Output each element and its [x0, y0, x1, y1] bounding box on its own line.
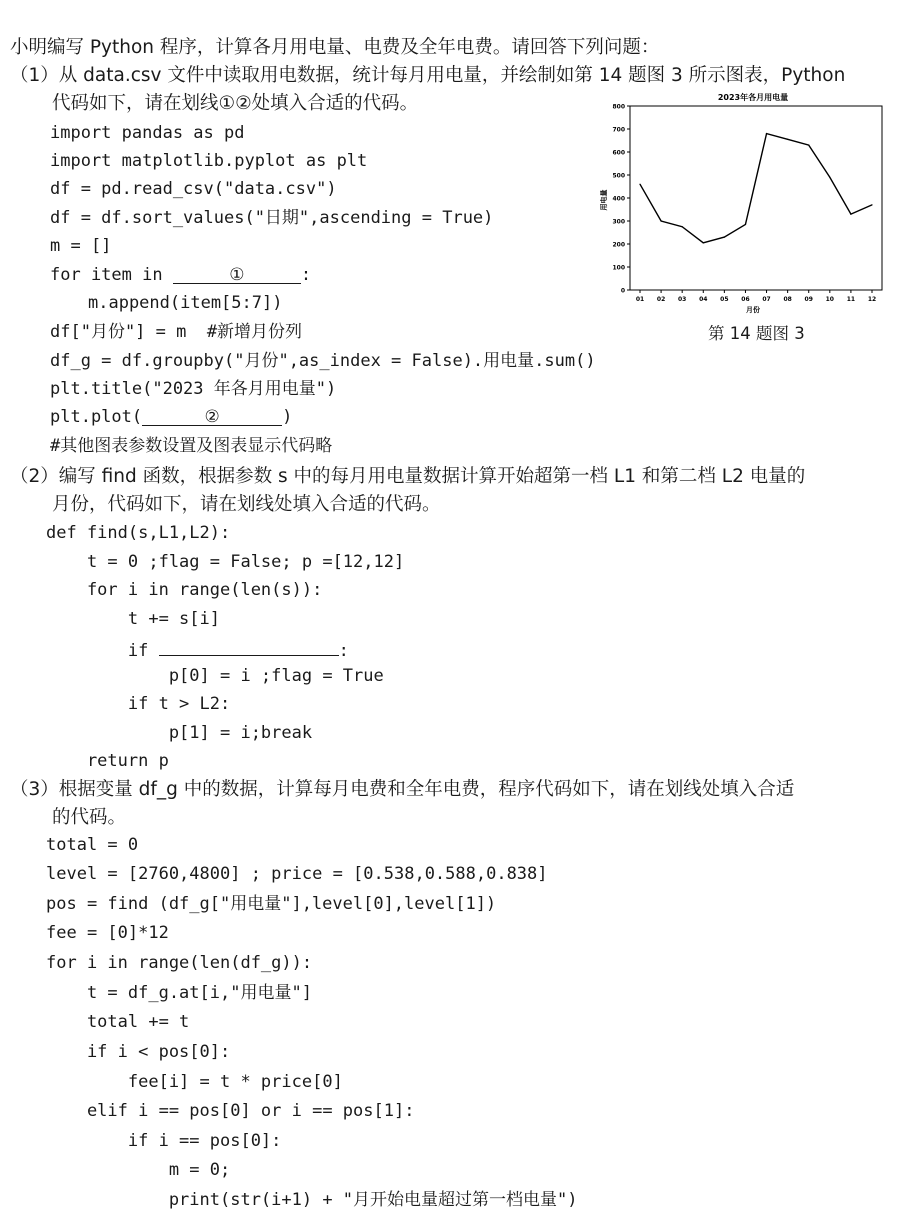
x-tick-label: 08	[783, 296, 792, 303]
if-condition-line	[46, 635, 349, 663]
plot-area-frame	[630, 106, 882, 290]
code-line: t = 0 ;flag = False; p =[12,12]	[46, 552, 405, 572]
q3-prompt-line2: 的代码。	[52, 807, 127, 828]
code-line: pos = find (df_g["用电量"],level[0],level[1])	[46, 894, 497, 914]
y-tick-label: 700	[612, 126, 625, 134]
data-point	[787, 139, 788, 140]
code-line: t += s[i]	[46, 609, 220, 629]
code-line: m = 0;	[46, 1160, 231, 1180]
plot-line	[50, 405, 292, 429]
plot-suffix: )	[282, 407, 293, 427]
y-tick-label: 400	[612, 195, 625, 203]
code-line: p[1] = i;break	[46, 723, 313, 743]
data-point	[871, 204, 872, 205]
code-line: p[0] = i ;flag = True	[46, 666, 384, 686]
q2-prompt-line1: （2）编写 find 函数，根据参数 s 中的每月用电量数据计算开始超第一档 L1 和第二档 L2 电量的	[10, 466, 806, 487]
code-line: for i in range(len(s)):	[46, 580, 323, 600]
data-point	[829, 177, 830, 178]
x-tick-label: 07	[762, 296, 771, 303]
x-tick-label: 05	[720, 296, 729, 303]
data-point	[660, 220, 661, 221]
monthly-usage-chart	[600, 88, 896, 320]
line-chart-svg	[600, 88, 896, 320]
code-line: import pandas as pd	[50, 123, 245, 143]
q2-prompt-line2: 月份，代码如下，请在划线处填入合适的代码。	[52, 494, 441, 515]
data-point	[682, 226, 683, 227]
plot-prefix: plt.plot(	[50, 407, 143, 427]
data-point	[639, 184, 640, 185]
q1-prompt-line1: （1）从 data.csv 文件中读取用电数据，统计每月用电量，并绘制如第 14 题图 3 所示图表，Python	[10, 65, 846, 86]
q3-prompt-line1: （3）根据变量 df_g 中的数据，计算每月电费和全年电费，程序代码如下，请在划线处填入合适	[10, 779, 795, 800]
data-point	[766, 133, 767, 134]
x-tick-label: 09	[804, 296, 813, 303]
code-line: if t > L2:	[46, 694, 231, 714]
if-suffix: :	[338, 641, 349, 661]
code-line: for i in range(len(df_g)):	[46, 953, 313, 973]
x-tick-label: 10	[825, 296, 834, 303]
code-line: m = []	[50, 236, 112, 256]
data-point	[808, 145, 809, 146]
code-line: fee = [0]*12	[46, 923, 169, 943]
code-comment: #其他图表参数设置及图表显示代码略	[50, 436, 333, 456]
answer-blank-2[interactable]: ②	[142, 405, 282, 426]
code-line: if i < pos[0]:	[46, 1042, 231, 1062]
for-item-line	[50, 263, 311, 287]
y-tick-label: 600	[612, 149, 625, 157]
data-point	[850, 214, 851, 215]
code-line: total += t	[46, 1012, 190, 1032]
code-line: df = pd.read_csv("data.csv")	[50, 179, 337, 199]
code-line: if i == pos[0]:	[46, 1131, 282, 1151]
code-line: import matplotlib.pyplot as plt	[50, 151, 368, 171]
intro-text: 小明编写 Python 程序，计算各月用电量、电费及全年电费。请回答下列问题：	[10, 37, 660, 58]
chart-title: 2023年各月用电量	[717, 93, 789, 102]
x-tick-label: 03	[678, 296, 687, 303]
code-line: fee[i] = t * price[0]	[46, 1072, 343, 1092]
figure-caption: 第 14 题图 3	[708, 324, 805, 343]
data-point	[703, 242, 704, 243]
code-line: elif i == pos[0] or i == pos[1]:	[46, 1101, 415, 1121]
code-line: plt.title("2023 年各月用电量")	[50, 379, 337, 399]
code-line: m.append(item[5:7])	[88, 293, 283, 313]
code-line: print(str(i+1) + "月开始电量超过第一档电量")	[46, 1190, 578, 1210]
code-line: def find(s,L1,L2):	[46, 523, 231, 543]
y-tick-label: 300	[612, 218, 625, 226]
x-tick-label: 12	[867, 296, 877, 303]
x-tick-label: 04	[699, 296, 708, 303]
for-item-prefix: for item in	[50, 265, 173, 285]
q1-prompt-line2: 代码如下，请在划线①②处填入合适的代码。	[52, 93, 419, 114]
code-line: df = df.sort_values("日期",ascending = True)	[50, 208, 494, 228]
usage-series-line	[640, 134, 872, 243]
data-point	[724, 237, 725, 238]
y-tick-label: 0	[620, 287, 625, 295]
code-line: level = [2760,4800] ; price = [0.538,0.588,0.838]	[46, 864, 548, 884]
code-line: t = df_g.at[i,"用电量"]	[46, 983, 312, 1003]
x-tick-label: 02	[656, 296, 666, 303]
chart-xlabel: 月份	[746, 306, 760, 314]
x-tick-label: 06	[741, 296, 750, 303]
y-tick-label: 200	[612, 241, 625, 249]
code-line: df_g = df.groupby("月份",as_index = False).用电量.sum()	[50, 351, 596, 371]
for-item-suffix: :	[300, 265, 312, 285]
if-prefix: if	[46, 641, 159, 661]
x-tick-label: 01	[635, 296, 645, 303]
y-tick-label: 100	[612, 264, 625, 272]
answer-blank-condition[interactable]	[159, 635, 339, 656]
data-point	[745, 224, 746, 225]
chart-ylabel: 用电量	[600, 189, 608, 211]
y-tick-label: 800	[612, 103, 625, 111]
answer-blank-1[interactable]: ①	[173, 263, 301, 284]
y-tick-label: 500	[612, 172, 625, 180]
code-line: df["月份"] = m #新增月份列	[50, 322, 303, 342]
x-tick-label: 11	[846, 296, 856, 303]
code-line: total = 0	[46, 835, 139, 855]
code-line: return p	[46, 751, 169, 771]
